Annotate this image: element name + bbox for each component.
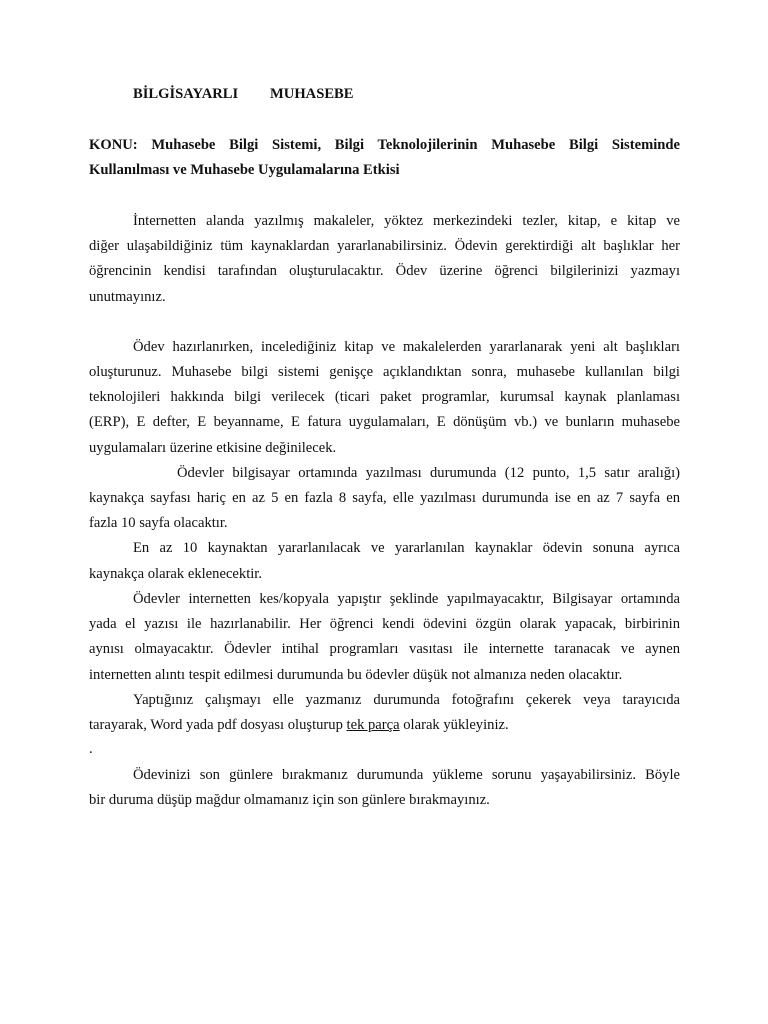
subject-line-2: Kullanılması ve Muhasebe Uygulamalarına Etkisi <box>89 162 400 178</box>
paragraph-6-text: tarayarak, Word yada pdf dosyası oluşturup <box>89 717 347 733</box>
paragraph-2-line: oluşturunuz. Muhasebe bilgi sistemi genişçe açıklandıktan sonra, muhasebe kullanılan bilgi <box>89 364 680 380</box>
subject-line-1: KONU: Muhasebe Bilgi Sistemi, Bilgi Teknolojilerinin Muhasebe Bilgi Sisteminde <box>89 137 680 153</box>
paragraph-1-line: unutmayınız. <box>89 289 166 305</box>
paragraph-3-line: fazla 10 sayfa olacaktır. <box>89 515 228 531</box>
paragraph-5-line: yada el yazısı ile hazırlanabilir. Her öğrenci kendi ödevini özgün olarak yapacak, birbirinin <box>89 616 680 632</box>
paragraph-1-line: diğer ulaşabildiğiniz tüm kaynaklardan yararlanabilirsiniz. Ödevin gerektirdiği alt başlıklar her <box>89 238 680 254</box>
paragraph-3-line: Ödevler bilgisayar ortamında yazılması durumunda (12 punto, 1,5 satır aralığı) <box>177 465 680 481</box>
paragraph-5-line: internetten alıntı tespit edilmesi durumunda bu ödevler düşük not almanıza neden olacaktır. <box>89 667 623 683</box>
paragraph-2-line: teknolojileri hakkında bilgi verilecek (ticari paket programlar, kurumsal kaynak planlaması <box>89 389 680 405</box>
paragraph-2-line: Ödev hazırlanırken, incelediğiniz kitap ve makalelerden yararlanarak yeni alt başlıkları <box>133 339 680 355</box>
stray-dot: . <box>89 741 93 757</box>
paragraph-3-line: kaynakça sayfası hariç en az 5 en fazla 8 sayfa, elle yazılması durumunda ise en az 7 sayfa en <box>89 490 680 506</box>
paragraph-1-line: öğrencinin kendisi tarafından oluşturulacaktır. Ödev üzerine öğrenci bilgilerinizi yazmayı <box>89 263 680 279</box>
paragraph-6-text: olarak yükleyiniz. <box>399 717 509 733</box>
paragraph-5-line: aynısı olmayacaktır. Ödevler intihal programları vasıtası ile internette taranacak ve aynen <box>89 641 680 657</box>
paragraph-7-line: bir duruma düşüp mağdur olmamanız için son günlere bırakmayınız. <box>89 792 490 808</box>
paragraph-7-line: Ödevinizi son günlere bırakmanız durumunda yükleme sorunu yaşayabilirsiniz. Böyle <box>133 767 680 783</box>
paragraph-6-line <box>89 716 509 734</box>
paragraph-6-line: Yaptığınız çalışmayı elle yazmanız durumunda fotoğrafını çekerek veya tarayıcıda <box>133 692 680 708</box>
title-bilgisayarli: BİLGİSAYARLI <box>133 86 239 102</box>
paragraph-5-line: Ödevler internetten kes/kopyala yapıştır şeklinde yapılmayacaktır, Bilgisayar ortamında <box>133 591 680 607</box>
paragraph-2-line: uygulamaları üzerine etkisine değinilecek. <box>89 440 337 456</box>
title-muhasebe: MUHASEBE <box>270 86 354 102</box>
underlined-tek-parca: tek parça <box>346 717 400 733</box>
paragraph-1-line: İnternetten alanda yazılmış makaleler, yöktez merkezindeki tezler, kitap, e kitap ve <box>133 213 680 229</box>
paragraph-4-line: En az 10 kaynaktan yararlanılacak ve yararlanılan kaynaklar ödevin sonuna ayrıca <box>133 540 680 556</box>
paragraph-4-line: kaynakça olarak eklenecektir. <box>89 566 263 582</box>
paragraph-2-line: (ERP), E defter, E beyanname, E fatura uygulamaları, E dönüşüm vb.) ve bunların muhasebe <box>89 414 680 430</box>
